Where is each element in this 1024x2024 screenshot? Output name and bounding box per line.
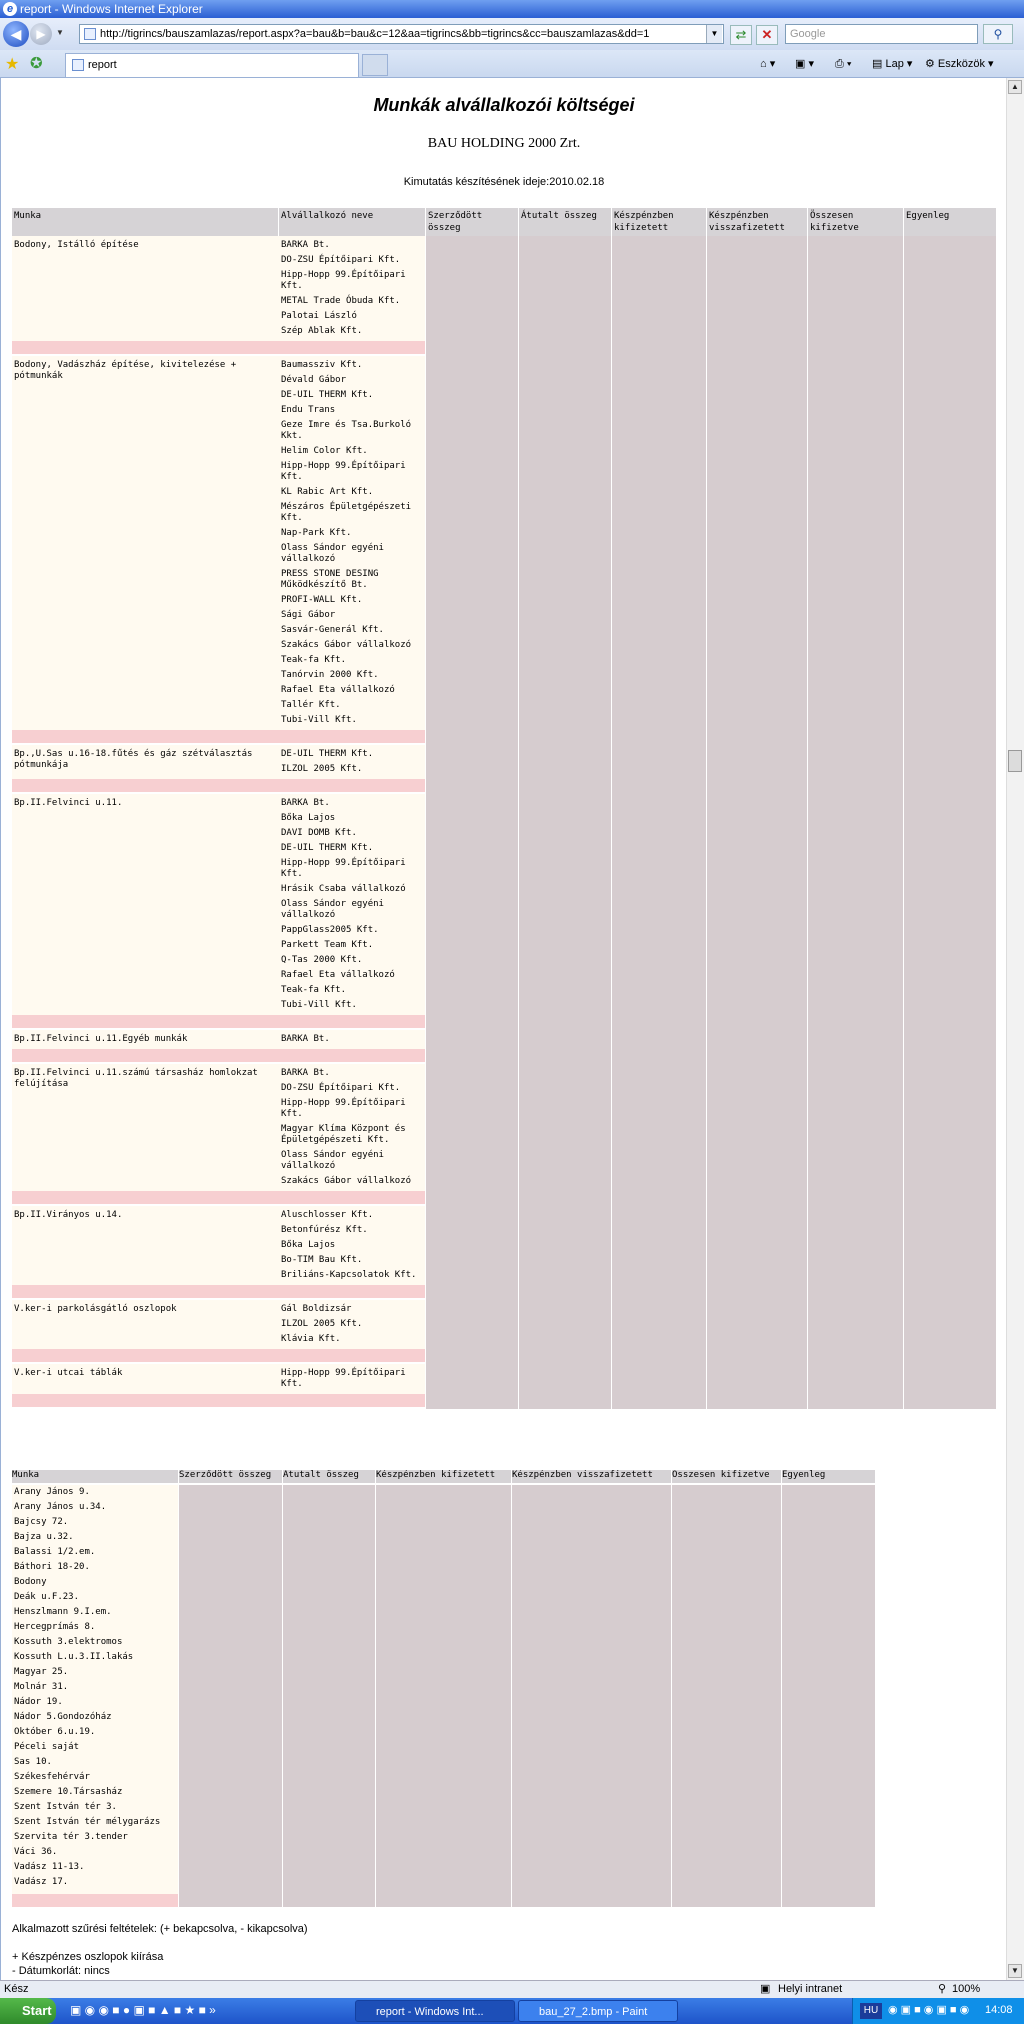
status-text: Kész	[4, 1983, 29, 1995]
table1-group-total-row	[12, 730, 425, 743]
table2-row: Bodony	[14, 1577, 47, 1587]
t1-header-alvallalkozo: Alvállalkozó neve	[279, 208, 425, 236]
table2-row: Kossuth L.u.3.II.lakás	[14, 1652, 134, 1662]
table1-subcontractor: Szakács Gábor vállalkozó	[281, 1176, 412, 1186]
table2-row: Henszlmann 9.I.em.	[14, 1607, 112, 1617]
scroll-thumb[interactable]	[1008, 750, 1022, 772]
table2-row: Báthori 18-20.	[14, 1562, 90, 1572]
table1-subcontractor: Tallér Kft.	[281, 700, 341, 710]
table2-row: Szent István tér 3.	[14, 1802, 117, 1812]
window-titlebar	[0, 0, 1024, 18]
table2-row: Székesfehérvár	[14, 1772, 90, 1782]
tools-menu-label: Eszközök	[937, 58, 985, 70]
favorites-star-icon[interactable]: ★	[5, 56, 20, 73]
table2-row: Szemere 10.Társasház	[14, 1787, 123, 1797]
table1-group-total-row	[12, 1349, 425, 1362]
page-title: Munkák alvállalkozói költségei	[373, 95, 635, 115]
start-button[interactable]: Start	[0, 1998, 56, 2024]
vertical-scrollbar[interactable]	[1006, 78, 1024, 1980]
table2-row: Sas 10.	[14, 1757, 52, 1767]
table1-group-total-row	[12, 1285, 425, 1298]
table1-subcontractor: Mészáros Épületgépészeti Kft.	[281, 502, 412, 523]
clock: 14:08	[985, 2004, 1013, 2016]
table1-subcontractor: Baumassziv Kft.	[281, 360, 363, 370]
table2-amount-column	[782, 1485, 875, 1907]
table2-row: Hercegprímás 8.	[14, 1622, 96, 1632]
table1-group-total-row	[12, 1191, 425, 1204]
tools-menu[interactable]: ⚙ Eszközök ▾	[925, 58, 994, 70]
table1-subcontractor: Helim Color Kft.	[281, 446, 368, 456]
t2-header-egyenleg: Egyenleg	[782, 1470, 875, 1483]
address-dropdown-icon[interactable]: ▼	[706, 25, 722, 43]
page-icon	[72, 59, 84, 71]
table1-amount-column	[808, 236, 903, 1409]
table2-row: Vadász 11-13.	[14, 1862, 85, 1872]
address-toolbar	[0, 18, 1024, 50]
table1-subcontractor: Magyar Klíma Központ és Épületgépészeti Kft.	[281, 1124, 406, 1145]
table1-subcontractor: DO-ZSU Építőipari Kft.	[281, 255, 401, 265]
table2-row: Vadász 17.	[14, 1877, 69, 1887]
task-ie[interactable]: report - Windows Int...	[355, 2000, 515, 2022]
table1-subcontractor: Olass Sándor egyéni vállalkozó	[281, 1150, 384, 1171]
table1-subcontractor: Hipp-Hopp 99.Építőipari Kft.	[281, 270, 406, 291]
table1-subcontractor: Hipp-Hopp 99.Építőipari Kft.	[281, 1098, 406, 1119]
table1-subcontractor: Rafael Eta vállalkozó	[281, 685, 395, 695]
t1-header-atutalt: Átutalt összeg	[519, 208, 611, 236]
table1-subcontractor: BARKA Bt.	[281, 1068, 330, 1078]
table1-group-total-row	[12, 1394, 425, 1407]
add-favorite-icon[interactable]: ✪	[30, 55, 43, 72]
t2-header-kp-visszafizetett: Készpénzben visszafizetett	[512, 1470, 671, 1483]
home-icon[interactable]: ⌂ ▾	[760, 58, 776, 70]
table2-row: Magyar 25.	[14, 1667, 69, 1677]
table2-row: Balassi 1/2.em.	[14, 1547, 96, 1557]
table2-amount-column	[179, 1485, 282, 1907]
table1-subcontractor: Szakács Gábor vállalkozó	[281, 640, 412, 650]
table1-subcontractor: DE-UIL THERM Kft.	[281, 843, 374, 853]
table1-subcontractor: DO-ZSU Építőipari Kft.	[281, 1083, 401, 1093]
table1-subcontractor: Palotai László	[281, 311, 357, 321]
tray-icons[interactable]: ◉ ▣ ■ ◉ ▣ ■ ◉	[888, 2004, 970, 2016]
table2-row: Péceli saját	[14, 1742, 80, 1752]
table1-subcontractor: DAVI DOMB Kft.	[281, 828, 357, 838]
search-button[interactable]: ⚲	[983, 24, 1013, 44]
table1-work-name: Bodony, Istálló építése	[14, 240, 139, 250]
table2-total-row	[12, 1894, 178, 1907]
table1-subcontractor: DE-UIL THERM Kft.	[281, 390, 374, 400]
t1-header-kp-visszafizetett: Készpénzben visszafizetett	[707, 208, 807, 236]
quicklaunch-icons[interactable]: ▣ ◉ ◉ ■ ● ▣ ■ ▲ ■ ★ ■ »	[70, 2003, 216, 2017]
table1-amount-column	[904, 236, 996, 1409]
new-tab-button[interactable]	[362, 54, 388, 76]
table1-subcontractor: Teak-fa Kft.	[281, 655, 347, 665]
t2-header-osszesen: Összesen kifizetve	[672, 1470, 781, 1483]
scroll-up-arrow[interactable]: ▲	[1008, 80, 1022, 94]
zoom-icon[interactable]: ⚲	[938, 1983, 947, 1995]
table1-subcontractor: Parkett Team Kft.	[281, 940, 374, 950]
report-date: Kimutatás készítésének ideje:2010.02.18	[403, 176, 605, 188]
table1-group-total-row	[12, 779, 425, 792]
table2-row: Váci 36.	[14, 1847, 58, 1857]
table2-row: Arany János u.34.	[14, 1502, 107, 1512]
table1-work-name: V.ker-i parkolásgátló oszlopok	[14, 1304, 177, 1314]
tab-label: report	[88, 59, 117, 71]
table1-subcontractor: Hipp-Hopp 99.Építőipari Kft.	[281, 461, 406, 482]
table1-subcontractor: Olass Sándor egyéni vállalkozó	[281, 543, 384, 564]
t1-header-munka: Munka	[12, 208, 278, 236]
tab-report[interactable]	[65, 53, 359, 77]
table2-row: Nádor 5.Gondozóház	[14, 1712, 112, 1722]
taskbar	[0, 1998, 1024, 2024]
table1-subcontractor: Rafael Eta vállalkozó	[281, 970, 395, 980]
table2-amount-column	[376, 1485, 511, 1907]
table1-subcontractor: Sági Gábor	[281, 610, 336, 620]
status-bar	[0, 1980, 1024, 1998]
forward-button[interactable]: ▶	[30, 23, 52, 45]
refresh-button[interactable]: ⇄	[730, 25, 752, 45]
table1-subcontractor: Briliáns-Kapcsolatok Kft.	[281, 1270, 417, 1280]
table1-work-name: Bp.II.Felvinci u.11.Egyéb munkák	[14, 1034, 188, 1044]
zoom-level[interactable]: 100%	[952, 1983, 981, 1995]
page-icon	[84, 28, 96, 40]
task-paint[interactable]: bau_27_2.bmp - Paint	[518, 2000, 678, 2022]
table2-row: Bajcsy 72.	[14, 1517, 69, 1527]
address-input[interactable]	[79, 24, 724, 44]
table1-subcontractor: KL Rabic Art Kft.	[281, 487, 374, 497]
table1-subcontractor: Dévald Gábor	[281, 375, 347, 385]
table1-subcontractor: Bőka Lajos	[281, 1240, 336, 1250]
table1-subcontractor: Hrásik Csaba vállalkozó	[281, 884, 406, 894]
table2-row: Kossuth 3.elektromos	[14, 1637, 123, 1647]
t1-header-kp-kifizetett: Készpénzben kifizetett	[612, 208, 706, 236]
table2-amount-column	[283, 1485, 375, 1907]
back-button[interactable]: ◀	[3, 21, 29, 47]
zone-icon: ▣	[760, 1983, 771, 1995]
table2-amount-column	[512, 1485, 671, 1907]
table2-row: Deák u.F.23.	[14, 1592, 80, 1602]
t1-header-szerzodott: Szerződött összeg	[426, 208, 518, 236]
table1-work-name: V.ker-i utcai táblák	[14, 1368, 123, 1378]
table1-subcontractor: Tubi-Vill Kft.	[281, 1000, 357, 1010]
table1-subcontractor: Tanórvin 2000 Kft.	[281, 670, 379, 680]
table1-subcontractor: Endu Trans	[281, 405, 336, 415]
table2-row: Arany János 9.	[14, 1487, 90, 1497]
table1-subcontractor: Teak-fa Kft.	[281, 985, 347, 995]
scroll-down-arrow[interactable]: ▼	[1008, 1964, 1022, 1978]
table1-subcontractor: Klávia Kft.	[281, 1334, 341, 1344]
window-title: report - Windows Internet Explorer	[20, 2, 203, 16]
filter-cash-columns: + Készpénzes oszlopok kiírása	[12, 1951, 164, 1963]
search-input[interactable]: Google	[785, 24, 978, 44]
table1-subcontractor: ILZOL 2005 Kft.	[281, 1319, 363, 1329]
table1-subcontractor: Hipp-Hopp 99.Építőipari Kft.	[281, 858, 406, 879]
table1-subcontractor: METAL Trade Óbuda Kft.	[281, 296, 401, 306]
history-dropdown-icon[interactable]: ▼	[56, 28, 64, 37]
zone-label: Helyi intranet	[778, 1983, 843, 1995]
t1-header-osszesen: Összesen kifizetve	[808, 208, 903, 236]
page-menu-label: Lap	[885, 58, 904, 70]
table1-work-name: Bp.II.Virányos u.14.	[14, 1210, 123, 1220]
table1-amount-column	[519, 236, 611, 1409]
feeds-icon[interactable]: ▣ ▾	[795, 58, 814, 70]
tab-bar	[0, 50, 1024, 78]
ie-logo-icon: e	[3, 2, 17, 16]
table1-subcontractor: Nap-Park Kft.	[281, 528, 352, 538]
t2-header-szerzodott: Szerződött összeg	[179, 1470, 282, 1483]
table1-subcontractor: ILZOL 2005 Kft.	[281, 764, 363, 774]
table1-subcontractor: PROFI-WALL Kft.	[281, 595, 363, 605]
table1-subcontractor: Geze Imre és Tsa.Burkoló Kkt.	[281, 420, 412, 441]
table2-row: Szent István tér mélygarázs	[14, 1817, 161, 1827]
table1-subcontractor: BARKA Bt.	[281, 1034, 330, 1044]
page-menu[interactable]: ▤ Lap ▾	[872, 58, 913, 70]
table1-subcontractor: Gál Boldizsár	[281, 1304, 352, 1314]
table1-subcontractor: DE-UIL THERM Kft.	[281, 749, 374, 759]
table1-amount-column	[612, 236, 706, 1409]
table2-row: Nádor 19.	[14, 1697, 63, 1707]
table2-row: Szervita tér 3.tender	[14, 1832, 128, 1842]
table1-work-name: Bp.II.Felvinci u.11.	[14, 798, 123, 808]
table2-row: Október 6.u.19.	[14, 1727, 96, 1737]
table1-subcontractor: BARKA Bt.	[281, 798, 330, 808]
table1-subcontractor: Betonfúrész Kft.	[281, 1225, 368, 1235]
table1-subcontractor: Tubi-Vill Kft.	[281, 715, 357, 725]
table1-subcontractor: Q-Tas 2000 Kft.	[281, 955, 363, 965]
table2-row: Bajza u.32.	[14, 1532, 74, 1542]
company-name: BAU HOLDING 2000 Zrt.	[427, 136, 581, 151]
table1-subcontractor: Bőka Lajos	[281, 813, 336, 823]
table1-work-name: Bodony, Vadászház építése, kivitelezése + pótmunkák	[14, 360, 237, 381]
table1-subcontractor: Sasvár-Generál Kft.	[281, 625, 384, 635]
table1-work-name: Bp.II.Felvinci u.11.számú társasház homlokzat felújítása	[14, 1068, 258, 1089]
stop-button[interactable]: ✕	[756, 25, 778, 45]
table1-amount-column	[426, 236, 518, 1409]
table1-group-total-row	[12, 341, 425, 354]
table2-amount-column	[672, 1485, 781, 1907]
table1-subcontractor: PappGlass2005 Kft.	[281, 925, 379, 935]
table1-subcontractor: Olass Sándor egyéni vállalkozó	[281, 899, 384, 920]
table2-row: Molnár 31.	[14, 1682, 69, 1692]
page-viewport	[0, 78, 1006, 1980]
t2-header-munka: Munka	[12, 1470, 178, 1483]
t2-header-kp-kifizetett: Készpénzben kifizetett	[376, 1470, 511, 1483]
t2-header-atutalt: Átutalt összeg	[283, 1470, 375, 1483]
print-icon[interactable]: ⎙ ▾	[835, 58, 852, 70]
table1-subcontractor: Bo-TIM Bau Kft.	[281, 1255, 363, 1265]
table1-group-total-row	[12, 1049, 425, 1062]
language-indicator[interactable]: HU	[860, 2003, 882, 2019]
table1-subcontractor: PRESS STONE DESING Működkészítő Bt.	[281, 569, 379, 590]
table1-work-name: Bp.,U.Sas u.16-18.fűtés és gáz szétválasztás pótmunkája	[14, 749, 253, 770]
filter-note: Alkalmazott szűrési feltételek: (+ bekapcsolva, - kikapcsolva)	[12, 1923, 308, 1935]
table1-amount-column	[707, 236, 807, 1409]
filter-date-limit: - Dátumkorlát: nincs	[12, 1965, 110, 1977]
table1-subcontractor: Hipp-Hopp 99.Építőipari Kft.	[281, 1368, 406, 1389]
table1-group-total-row	[12, 1015, 425, 1028]
address-text: http://tigrincs/bauszamlazas/report.aspx?a=bau&b=bau&c=12&aa=tigrincs&bb=tigrincs&cc=bauszamlazas&dd=1	[100, 28, 650, 40]
table1-subcontractor: Aluschlosser Kft.	[281, 1210, 374, 1220]
table1-subcontractor: Szép Ablak Kft.	[281, 326, 363, 336]
t1-header-egyenleg: Egyenleg	[904, 208, 996, 236]
table1-subcontractor: BARKA Bt.	[281, 240, 330, 250]
